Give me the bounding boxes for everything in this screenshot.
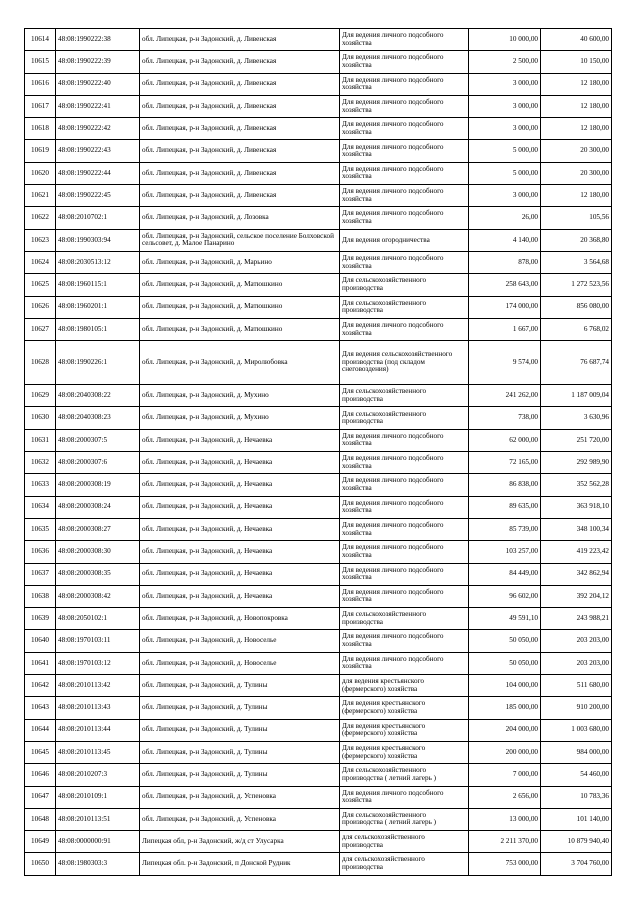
cadastral-value-cell: 101 140,00 xyxy=(541,808,612,830)
row-number-cell: 10627 xyxy=(25,318,56,340)
row-number-cell: 10638 xyxy=(25,585,56,607)
land-use-cell: Для ведения личного подсобного хозяйства xyxy=(340,207,469,229)
land-use-cell: Для ведения личного подсобного хозяйства xyxy=(340,429,469,451)
table-row xyxy=(25,140,612,162)
address-cell: обл. Липецкая, р-н Задонский, д. Ливенская xyxy=(140,73,340,95)
cadastral-value-cell: 10 879 940,40 xyxy=(541,831,612,853)
cadastral-number-cell: 48:08:1990222:40 xyxy=(56,73,140,95)
cadastral-value-cell: 40 600,00 xyxy=(541,29,612,51)
land-use-cell: Для ведения личного подсобного хозяйства xyxy=(340,652,469,674)
area-cell: 1 667,00 xyxy=(469,318,541,340)
table-row xyxy=(25,719,612,741)
area-cell: 10 000,00 xyxy=(469,29,541,51)
cadastral-value-cell: 203 203,00 xyxy=(541,630,612,652)
table-row xyxy=(25,73,612,95)
cadastral-value-cell: 1 187 009,04 xyxy=(541,385,612,407)
land-use-cell: Для сельскохозяйственного производства xyxy=(340,608,469,630)
row-number-cell: 10615 xyxy=(25,51,56,73)
land-use-cell: Для ведения личного подсобного хозяйства xyxy=(340,518,469,540)
land-use-cell: Для ведения личного подсобного хозяйства xyxy=(340,585,469,607)
row-number-cell: 10628 xyxy=(25,341,56,385)
address-cell: обл. Липецкая, р-н Задонский, д. Тулины xyxy=(140,719,340,741)
cadastral-number-cell: 48:08:1970103:11 xyxy=(56,630,140,652)
area-cell: 2 656,00 xyxy=(469,786,541,808)
area-cell: 753 000,00 xyxy=(469,853,541,875)
cadastral-number-cell: 48:08:1990222:45 xyxy=(56,185,140,207)
cadastral-value-cell: 20 300,00 xyxy=(541,140,612,162)
table-row xyxy=(25,786,612,808)
land-use-cell: Для ведения личного подсобного хозяйства xyxy=(340,630,469,652)
address-cell: Липецкая обл, р-н Задонский, ж/д ст Улусарка xyxy=(140,831,340,853)
address-cell: обл. Липецкая, р-н Задонский, д. Нечаевка xyxy=(140,518,340,540)
land-use-cell: Для ведения личного подсобного хозяйства xyxy=(340,541,469,563)
address-cell: обл. Липецкая, р-н Задонский, д. Нечаевка xyxy=(140,429,340,451)
row-number-cell: 10624 xyxy=(25,251,56,273)
cadastral-number-cell: 48:08:2000307:5 xyxy=(56,429,140,451)
area-cell: 103 257,00 xyxy=(469,541,541,563)
cadastral-number-cell: 48:08:1990222:44 xyxy=(56,162,140,184)
row-number-cell: 10622 xyxy=(25,207,56,229)
cadastral-number-cell: 48:08:2010113:51 xyxy=(56,808,140,830)
table-row xyxy=(25,341,612,385)
address-cell: обл. Липецкая, р-н Задонский, д. Тулины xyxy=(140,764,340,786)
cadastral-value-cell: 243 988,21 xyxy=(541,608,612,630)
cadastral-number-cell: 48:08:0000000:91 xyxy=(56,831,140,853)
cadastral-number-cell: 48:08:2010109:1 xyxy=(56,786,140,808)
area-cell: 4 140,00 xyxy=(469,229,541,251)
address-cell: обл. Липецкая, р-н Задонский, д. Матюшкино xyxy=(140,274,340,296)
table-row xyxy=(25,29,612,51)
table-row xyxy=(25,407,612,429)
cadastral-number-cell: 48:08:1990222:42 xyxy=(56,118,140,140)
cadastral-value-cell: 1 272 523,56 xyxy=(541,274,612,296)
land-use-cell: Для сельскохозяйственного производства xyxy=(340,296,469,318)
area-cell: 86 838,00 xyxy=(469,474,541,496)
address-cell: обл. Липецкая, р-н Задонский, д. Ливенская xyxy=(140,118,340,140)
address-cell: обл. Липецкая, р-н Задонский, д. Ливенская xyxy=(140,162,340,184)
address-cell: обл. Липецкая, р-н Задонский, д. Новоселье xyxy=(140,652,340,674)
address-cell: обл. Липецкая, р-н Задонский, д. Марьино xyxy=(140,251,340,273)
area-cell: 96 602,00 xyxy=(469,585,541,607)
cadastral-value-cell: 76 687,74 xyxy=(541,341,612,385)
cadastral-value-cell: 3 704 760,00 xyxy=(541,853,612,875)
area-cell: 26,00 xyxy=(469,207,541,229)
table-row xyxy=(25,585,612,607)
row-number-cell: 10616 xyxy=(25,73,56,95)
row-number-cell: 10646 xyxy=(25,764,56,786)
table-row xyxy=(25,741,612,763)
row-number-cell: 10633 xyxy=(25,474,56,496)
land-use-cell: Для ведения крестьянского (фермерского) хозяйства xyxy=(340,719,469,741)
cadastral-number-cell: 48:08:1990222:38 xyxy=(56,29,140,51)
row-number-cell: 10645 xyxy=(25,741,56,763)
table-row xyxy=(25,608,612,630)
land-use-cell: Для ведения личного подсобного хозяйства xyxy=(340,563,469,585)
address-cell: обл. Липецкая, р-н Задонский, д. Новопокровка xyxy=(140,608,340,630)
area-cell: 50 050,00 xyxy=(469,652,541,674)
address-cell: обл. Липецкая, р-н Задонский, д. Мухино xyxy=(140,385,340,407)
land-use-cell: для ведения крестьянского (фермерского) хозяйства xyxy=(340,675,469,697)
area-cell: 5 000,00 xyxy=(469,162,541,184)
address-cell: обл. Липецкая, р-н Задонский, д. Нечаевка xyxy=(140,496,340,518)
area-cell: 878,00 xyxy=(469,251,541,273)
land-use-cell: Для сельскохозяйственного производства ( летний лагерь ) xyxy=(340,808,469,830)
address-cell: обл. Липецкая, р-н Задонский, д. Ливенская xyxy=(140,185,340,207)
area-cell: 174 000,00 xyxy=(469,296,541,318)
row-number-cell: 10637 xyxy=(25,563,56,585)
address-cell: обл. Липецкая, р-н Задонский, д. Ливенская xyxy=(140,140,340,162)
area-cell: 7 000,00 xyxy=(469,764,541,786)
land-use-cell: Для ведения личного подсобного хозяйства xyxy=(340,185,469,207)
area-cell: 50 050,00 xyxy=(469,630,541,652)
address-cell: обл. Липецкая, р-н Задонский, д. Успеновка xyxy=(140,808,340,830)
cadastral-value-cell: 292 989,90 xyxy=(541,452,612,474)
table-row xyxy=(25,764,612,786)
address-cell: обл. Липецкая, р-н Задонский, д. Матюшкино xyxy=(140,296,340,318)
address-cell: обл. Липецкая, р-н Задонский, д. Новоселье xyxy=(140,630,340,652)
land-use-cell: Для ведения личного подсобного хозяйства xyxy=(340,118,469,140)
land-use-cell: Для ведения сельскохозяйственного производства (под складом снеговоздения) xyxy=(340,341,469,385)
area-cell: 13 000,00 xyxy=(469,808,541,830)
row-number-cell: 10623 xyxy=(25,229,56,251)
cadastral-value-cell: 54 460,00 xyxy=(541,764,612,786)
address-cell: обл. Липецкая, р-н Задонский, д. Нечаевка xyxy=(140,563,340,585)
cadastral-value-cell: 910 200,00 xyxy=(541,697,612,719)
cadastral-number-cell: 48:08:2040308:22 xyxy=(56,385,140,407)
row-number-cell: 10631 xyxy=(25,429,56,451)
cadastral-number-cell: 48:08:1960115:1 xyxy=(56,274,140,296)
row-number-cell: 10643 xyxy=(25,697,56,719)
area-cell: 738,00 xyxy=(469,407,541,429)
cadastral-number-cell: 48:08:2010113:43 xyxy=(56,697,140,719)
land-use-cell: Для ведения личного подсобного хозяйства xyxy=(340,474,469,496)
address-cell: обл. Липецкая, р-н Задонский, д. Миролюбовка xyxy=(140,341,340,385)
cadastral-number-cell: 48:08:2010207:3 xyxy=(56,764,140,786)
land-use-cell: для сельскохозяйственного производства xyxy=(340,853,469,875)
land-use-cell: для сельскохозяйственного производства xyxy=(340,831,469,853)
table-row xyxy=(25,452,612,474)
table-row xyxy=(25,808,612,830)
cadastral-number-cell: 48:08:1980303:3 xyxy=(56,853,140,875)
address-cell: обл. Липецкая, р-н Задонский, д. Нечаевка xyxy=(140,585,340,607)
cadastral-value-cell: 1 003 680,00 xyxy=(541,719,612,741)
table-body xyxy=(25,29,612,876)
row-number-cell: 10640 xyxy=(25,630,56,652)
table-row xyxy=(25,831,612,853)
table-row xyxy=(25,207,612,229)
cadastral-number-cell: 48:08:2010113:45 xyxy=(56,741,140,763)
row-number-cell: 10642 xyxy=(25,675,56,697)
area-cell: 85 739,00 xyxy=(469,518,541,540)
table-row xyxy=(25,318,612,340)
cadastral-number-cell: 48:08:2000308:30 xyxy=(56,541,140,563)
land-use-cell: Для ведения личного подсобного хозяйства xyxy=(340,786,469,808)
land-use-cell: Для сельскохозяйственного производства ( летний лагерь ) xyxy=(340,764,469,786)
area-cell: 3 000,00 xyxy=(469,73,541,95)
cadastral-number-cell: 48:08:2040308:23 xyxy=(56,407,140,429)
cadastral-value-cell: 251 720,00 xyxy=(541,429,612,451)
area-cell: 104 000,00 xyxy=(469,675,541,697)
land-use-cell: Для ведения личного подсобного хозяйства xyxy=(340,140,469,162)
address-cell: обл. Липецкая, р-н Задонский, сельское поселение Болховской сельсовет, д. Малое Панарино xyxy=(140,229,340,251)
table-row xyxy=(25,162,612,184)
cadastral-number-cell: 48:08:2000308:42 xyxy=(56,585,140,607)
cadastral-value-cell: 348 100,34 xyxy=(541,518,612,540)
table-row xyxy=(25,274,612,296)
cadastral-value-cell: 392 204,12 xyxy=(541,585,612,607)
row-number-cell: 10639 xyxy=(25,608,56,630)
cadastral-value-cell: 3 564,68 xyxy=(541,251,612,273)
row-number-cell: 10648 xyxy=(25,808,56,830)
address-cell: обл. Липецкая, р-н Задонский, д. Лозовка xyxy=(140,207,340,229)
cadastral-number-cell: 48:08:1990222:41 xyxy=(56,95,140,117)
row-number-cell: 10636 xyxy=(25,541,56,563)
table-row xyxy=(25,51,612,73)
address-cell: обл. Липецкая, р-н Задонский, д. Нечаевка xyxy=(140,541,340,563)
area-cell: 49 591,10 xyxy=(469,608,541,630)
cadastral-value-cell: 20 368,80 xyxy=(541,229,612,251)
cadastral-value-cell: 3 630,96 xyxy=(541,407,612,429)
address-cell: обл. Липецкая, р-н Задонский, д. Матюшкино xyxy=(140,318,340,340)
address-cell: обл. Липецкая, р-н Задонский, д. Тулины xyxy=(140,675,340,697)
row-number-cell: 10632 xyxy=(25,452,56,474)
land-registry-table xyxy=(24,28,612,876)
table-row xyxy=(25,251,612,273)
land-use-cell: Для сельскохозяйственного производства xyxy=(340,274,469,296)
cadastral-value-cell: 203 203,00 xyxy=(541,652,612,674)
land-use-cell: Для ведения крестьянского (фермерского) хозяйства xyxy=(340,741,469,763)
table-row xyxy=(25,563,612,585)
cadastral-number-cell: 48:08:1960201:1 xyxy=(56,296,140,318)
table-row xyxy=(25,675,612,697)
table-row xyxy=(25,474,612,496)
land-use-cell: Для ведения крестьянского (фермерского) хозяйства xyxy=(340,697,469,719)
row-number-cell: 10614 xyxy=(25,29,56,51)
cadastral-value-cell: 12 180,00 xyxy=(541,95,612,117)
land-use-cell: Для ведения личного подсобного хозяйства xyxy=(340,29,469,51)
land-use-cell: Для ведения личного подсобного хозяйства xyxy=(340,162,469,184)
land-use-cell: Для ведения личного подсобного хозяйства xyxy=(340,496,469,518)
cadastral-value-cell: 12 180,00 xyxy=(541,73,612,95)
address-cell: обл. Липецкая, р-н Задонский, д. Ливенская xyxy=(140,29,340,51)
row-number-cell: 10650 xyxy=(25,853,56,875)
address-cell: обл. Липецкая, р-н Задонский, д. Тулины xyxy=(140,697,340,719)
cadastral-value-cell: 20 300,00 xyxy=(541,162,612,184)
row-number-cell: 10644 xyxy=(25,719,56,741)
table-row xyxy=(25,296,612,318)
table-row xyxy=(25,652,612,674)
cadastral-value-cell: 856 080,00 xyxy=(541,296,612,318)
row-number-cell: 10647 xyxy=(25,786,56,808)
table-row xyxy=(25,518,612,540)
address-cell: обл. Липецкая, р-н Задонский, д. Ливенская xyxy=(140,95,340,117)
row-number-cell: 10626 xyxy=(25,296,56,318)
land-use-cell: Для ведения личного подсобного хозяйства xyxy=(340,251,469,273)
address-cell: обл. Липецкая, р-н Задонский, д. Ливенская xyxy=(140,51,340,73)
table-row xyxy=(25,630,612,652)
land-use-cell: Для ведения личного подсобного хозяйства xyxy=(340,318,469,340)
cadastral-number-cell: 48:08:2000308:19 xyxy=(56,474,140,496)
address-cell: Липецкая обл. р-н Задонский, п Донской Рудник xyxy=(140,853,340,875)
area-cell: 241 262,00 xyxy=(469,385,541,407)
cadastral-value-cell: 352 562,28 xyxy=(541,474,612,496)
cadastral-value-cell: 419 223,42 xyxy=(541,541,612,563)
cadastral-number-cell: 48:08:1990222:43 xyxy=(56,140,140,162)
cadastral-number-cell: 48:08:1990226:1 xyxy=(56,341,140,385)
cadastral-number-cell: 48:08:1970103:12 xyxy=(56,652,140,674)
cadastral-number-cell: 48:08:1980105:1 xyxy=(56,318,140,340)
cadastral-number-cell: 48:08:2010113:42 xyxy=(56,675,140,697)
table-row xyxy=(25,385,612,407)
land-use-cell: Для ведения личного подсобного хозяйства xyxy=(340,95,469,117)
area-cell: 5 000,00 xyxy=(469,140,541,162)
area-cell: 204 000,00 xyxy=(469,719,541,741)
cadastral-value-cell: 6 768,02 xyxy=(541,318,612,340)
land-use-cell: Для ведения личного подсобного хозяйства xyxy=(340,51,469,73)
row-number-cell: 10618 xyxy=(25,118,56,140)
land-use-cell: Для ведения огородничества xyxy=(340,229,469,251)
cadastral-number-cell: 48:08:2050102:1 xyxy=(56,608,140,630)
table-row xyxy=(25,697,612,719)
row-number-cell: 10629 xyxy=(25,385,56,407)
area-cell: 3 000,00 xyxy=(469,185,541,207)
table-row xyxy=(25,229,612,251)
land-use-cell: Для сельскохозяйственного производства xyxy=(340,385,469,407)
cadastral-number-cell: 48:08:2000307:6 xyxy=(56,452,140,474)
area-cell: 3 000,00 xyxy=(469,95,541,117)
land-use-cell: Для сельскохозяйственного производства xyxy=(340,407,469,429)
address-cell: обл. Липецкая, р-н Задонский, д. Нечаевка xyxy=(140,452,340,474)
cadastral-value-cell: 12 180,00 xyxy=(541,118,612,140)
area-cell: 72 165,00 xyxy=(469,452,541,474)
cadastral-value-cell: 12 180,00 xyxy=(541,185,612,207)
cadastral-number-cell: 48:08:2000308:35 xyxy=(56,563,140,585)
cadastral-number-cell: 48:08:2010113:44 xyxy=(56,719,140,741)
cadastral-number-cell: 48:08:1990303:94 xyxy=(56,229,140,251)
table-row xyxy=(25,853,612,875)
row-number-cell: 10635 xyxy=(25,518,56,540)
cadastral-number-cell: 48:08:2010702:1 xyxy=(56,207,140,229)
address-cell: обл. Липецкая, р-н Задонский, д. Успеновка xyxy=(140,786,340,808)
cadastral-number-cell: 48:08:1990222:39 xyxy=(56,51,140,73)
cadastral-value-cell: 984 000,00 xyxy=(541,741,612,763)
address-cell: обл. Липецкая, р-н Задонский, д. Мухино xyxy=(140,407,340,429)
land-use-cell: Для ведения личного подсобного хозяйства xyxy=(340,73,469,95)
table-row xyxy=(25,541,612,563)
area-cell: 258 643,00 xyxy=(469,274,541,296)
row-number-cell: 10630 xyxy=(25,407,56,429)
row-number-cell: 10617 xyxy=(25,95,56,117)
cadastral-value-cell: 363 918,10 xyxy=(541,496,612,518)
cadastral-value-cell: 10 150,00 xyxy=(541,51,612,73)
row-number-cell: 10619 xyxy=(25,140,56,162)
land-use-cell: Для ведения личного подсобного хозяйства xyxy=(340,452,469,474)
cadastral-value-cell: 511 680,00 xyxy=(541,675,612,697)
area-cell: 3 000,00 xyxy=(469,118,541,140)
table-row xyxy=(25,95,612,117)
cadastral-value-cell: 342 862,94 xyxy=(541,563,612,585)
table-row xyxy=(25,118,612,140)
table-row xyxy=(25,185,612,207)
area-cell: 2 500,00 xyxy=(469,51,541,73)
cadastral-value-cell: 10 783,36 xyxy=(541,786,612,808)
row-number-cell: 10641 xyxy=(25,652,56,674)
cadastral-number-cell: 48:08:2000308:24 xyxy=(56,496,140,518)
row-number-cell: 10649 xyxy=(25,831,56,853)
cadastral-number-cell: 48:08:2030513:12 xyxy=(56,251,140,273)
area-cell: 84 449,00 xyxy=(469,563,541,585)
cadastral-number-cell: 48:08:2000308:27 xyxy=(56,518,140,540)
area-cell: 62 000,00 xyxy=(469,429,541,451)
address-cell: обл. Липецкая, р-н Задонский, д. Нечаевка xyxy=(140,474,340,496)
row-number-cell: 10620 xyxy=(25,162,56,184)
row-number-cell: 10625 xyxy=(25,274,56,296)
row-number-cell: 10621 xyxy=(25,185,56,207)
cadastral-value-cell: 105,56 xyxy=(541,207,612,229)
table-row xyxy=(25,496,612,518)
area-cell: 2 211 370,00 xyxy=(469,831,541,853)
table-row xyxy=(25,429,612,451)
area-cell: 89 635,00 xyxy=(469,496,541,518)
area-cell: 9 574,00 xyxy=(469,341,541,385)
row-number-cell: 10634 xyxy=(25,496,56,518)
area-cell: 200 000,00 xyxy=(469,741,541,763)
address-cell: обл. Липецкая, р-н Задонский, д. Тулины xyxy=(140,741,340,763)
area-cell: 185 000,00 xyxy=(469,697,541,719)
